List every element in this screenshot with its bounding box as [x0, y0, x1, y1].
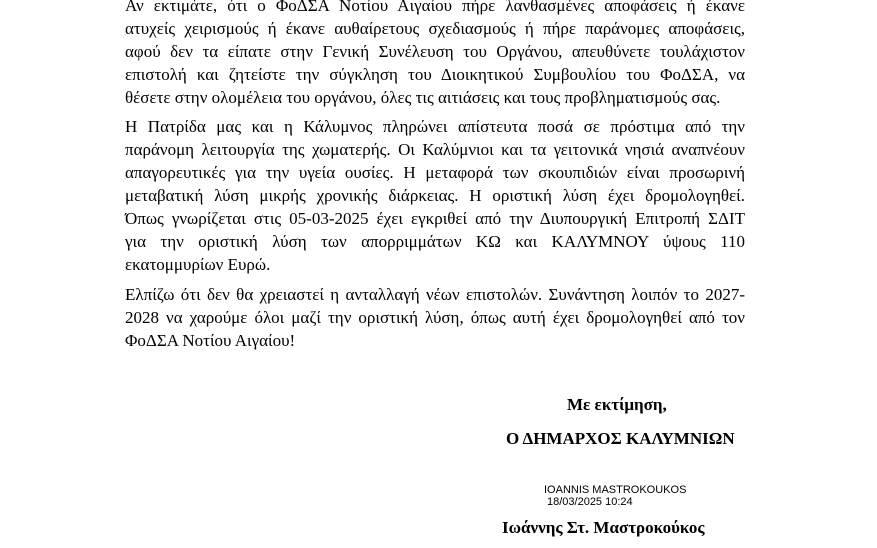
mayor-title: Ο ΔΗΜΑΡΧΟΣ ΚΑΛΥΜΝΙΩΝ	[506, 429, 735, 448]
paragraph-2-line: Όπως γνωρίζεται στις 05-03-2025 έχει εγκριθεί από την Διυπουργική Επιτροπή ΣΔΙΤ	[125, 209, 745, 228]
paragraph-1-line: αφού δεν τα είπατε στην Γενική Συνέλευση του Οργάνου, απευθύνετε τουλάχιστον	[125, 42, 745, 61]
paragraph-1-line: Αν εκτιμάτε, ότι ο ΦοΔΣΑ Νοτίου Αιγαίου πήρε λανθασμένες αποφάσεις ή έκανε	[125, 0, 745, 15]
closing-salutation: Με εκτίμηση,	[567, 395, 667, 414]
signer-name: Ιωάννης Στ. Μαστροκούκος	[502, 518, 705, 537]
digital-signature-datetime: 18/03/2025 10:24	[547, 496, 633, 508]
paragraph-1-line: επιστολή και ζητείστε την σύγκληση του Διοικητικού Συμβουλίου του ΦοΔΣΑ, να	[125, 65, 745, 84]
paragraph-3	[125, 283, 745, 352]
paragraph-1	[125, 0, 745, 109]
paragraph-2-line: απαγορευτικές για την υγεία ουσίες. Η μεταφορά των σκουπιδιών είναι προσωρινή	[125, 163, 745, 182]
paragraph-1-line: ατυχείς χειρισμούς ή έκανε αυθαίρετους σχεδιασμούς ή πήρε παράνομες αποφάσεις,	[125, 19, 745, 38]
paragraph-2-line: για την οριστική λύση των απορριμμάτων ΚΩ και ΚΑΛΥΜΝΟΥ ύψους 110	[125, 232, 745, 251]
paragraph-1-line: θέσετε στην ολομέλεια του οργάνου, όλες τις αιτιάσεις και τους προβληματισμούς σας.	[125, 88, 721, 107]
paragraph-2-line: παράνομη λειτουργία της χωματερής. Οι Καλύμνιοι και τα γειτονικά νησιά αναπνέουν	[125, 140, 745, 159]
digital-signature-name: IOANNIS MASTROKOUKOS	[544, 484, 687, 496]
digital-signature	[544, 484, 686, 508]
paragraph-3-line: 2028 να χαρούμε όλοι μαζί την οριστική λύση, όπως αυτή έχει δρομολογηθεί από τον	[125, 308, 745, 327]
paragraph-2-line: μεταβατική λύση μικρής χρονικής διάρκειας. Η οριστική λύση έχει δρομολογηθεί.	[125, 186, 745, 205]
paragraph-2-line: εκατομμυρίων Ευρώ.	[125, 255, 271, 274]
paragraph-2-line: Η Πατρίδα μας και η Κάλυμνος πληρώνει απίστευτα ποσά σε πρόστιμα από την	[125, 117, 745, 136]
paragraph-3-line: Ελπίζω ότι δεν θα χρειαστεί η ανταλλαγή νέων επιστολών. Συνάντηση λοιπόν το 2027-	[125, 285, 745, 304]
paragraph-2	[125, 115, 745, 276]
paragraph-3-line: ΦοΔΣΑ Νοτίου Αιγαίου!	[125, 331, 296, 350]
